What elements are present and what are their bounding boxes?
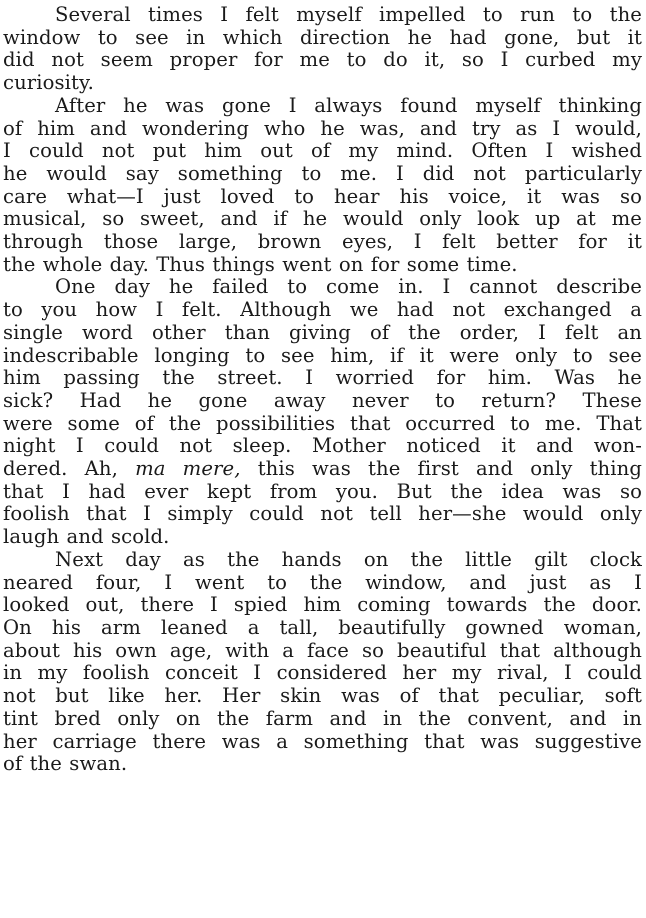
text-line: single word other than giving of the order, I felt an [3, 320, 642, 344]
text-line: Several times I felt myself impelled to run to the [55, 3, 642, 26]
text-line: I could not put him out of my mind. Often I wished [3, 139, 642, 163]
text-line: he would say something to me. I did not particularly [3, 161, 642, 185]
text-line: sick? Had he gone away never to return? These [3, 388, 642, 412]
text-segment: this was the first and only thing [240, 457, 642, 481]
text-line: him passing the street. I worried for him. Was he [3, 366, 642, 390]
text-line: of him and wondering who he was, and try as I would, [3, 116, 642, 140]
text-line: looked out, there I spied him coming towards the door. [3, 593, 642, 617]
text-line: not but like her. Her skin was of that peculiar, soft [3, 684, 642, 708]
text-line: that I had ever kept from you. But the idea was so [3, 479, 642, 503]
text-line: indescribable longing to see him, if it were only to see [3, 343, 642, 367]
text-line: of the swan. [3, 752, 128, 776]
text-line: musical, so sweet, and if he would only look up at me [3, 207, 642, 231]
text-line: tint bred only on the farm and in the convent, and in [3, 706, 642, 730]
paragraph-4 [3, 549, 642, 776]
text-segment: dered. Ah, [3, 457, 136, 481]
text-line: neared four, I went to the window, and just as I [3, 570, 642, 594]
text-line: curiosity. [3, 71, 94, 95]
text-line: night I could not sleep. Mother noticed it and won- [3, 434, 642, 458]
text-line: did not seem proper for me to do it, so I curbed my [3, 48, 642, 72]
text-line: to you how I felt. Although we had not exchanged a [3, 298, 642, 322]
text-line: After he was gone I always found myself thinking [55, 93, 642, 117]
text-line-with-italic [3, 458, 642, 481]
text-line: about his own age, with a face so beautiful that although [3, 638, 642, 662]
text-line: laugh and scold. [3, 525, 170, 549]
text-line: foolish that I simply could not tell her—she would only [3, 502, 642, 526]
text-line: On his arm leaned a tall, beautifully gowned woman, [3, 615, 642, 639]
text-line: the whole day. Thus things went on for some time. [3, 252, 518, 276]
text-line: care what—I just loved to hear his voice, it was so [3, 184, 642, 208]
text-line: in my foolish conceit I considered her my rival, I could [3, 661, 642, 685]
text-line: window to see in which direction he had gone, but it [3, 25, 642, 49]
paragraph-1 [3, 4, 642, 95]
text-line: her carriage there was a something that was suggestive [3, 729, 642, 753]
italic-phrase: ma mere, [135, 457, 241, 481]
paragraph-2 [3, 95, 642, 277]
text-line: Next day as the hands on the little gilt clock [55, 547, 642, 571]
text-line: One day he failed to come in. I cannot describe [55, 275, 642, 299]
text-line: through those large, brown eyes, I felt better for it [3, 230, 642, 254]
text-line: were some of the possibilities that occurred to me. That [3, 411, 642, 435]
paragraph-3 [3, 276, 642, 548]
